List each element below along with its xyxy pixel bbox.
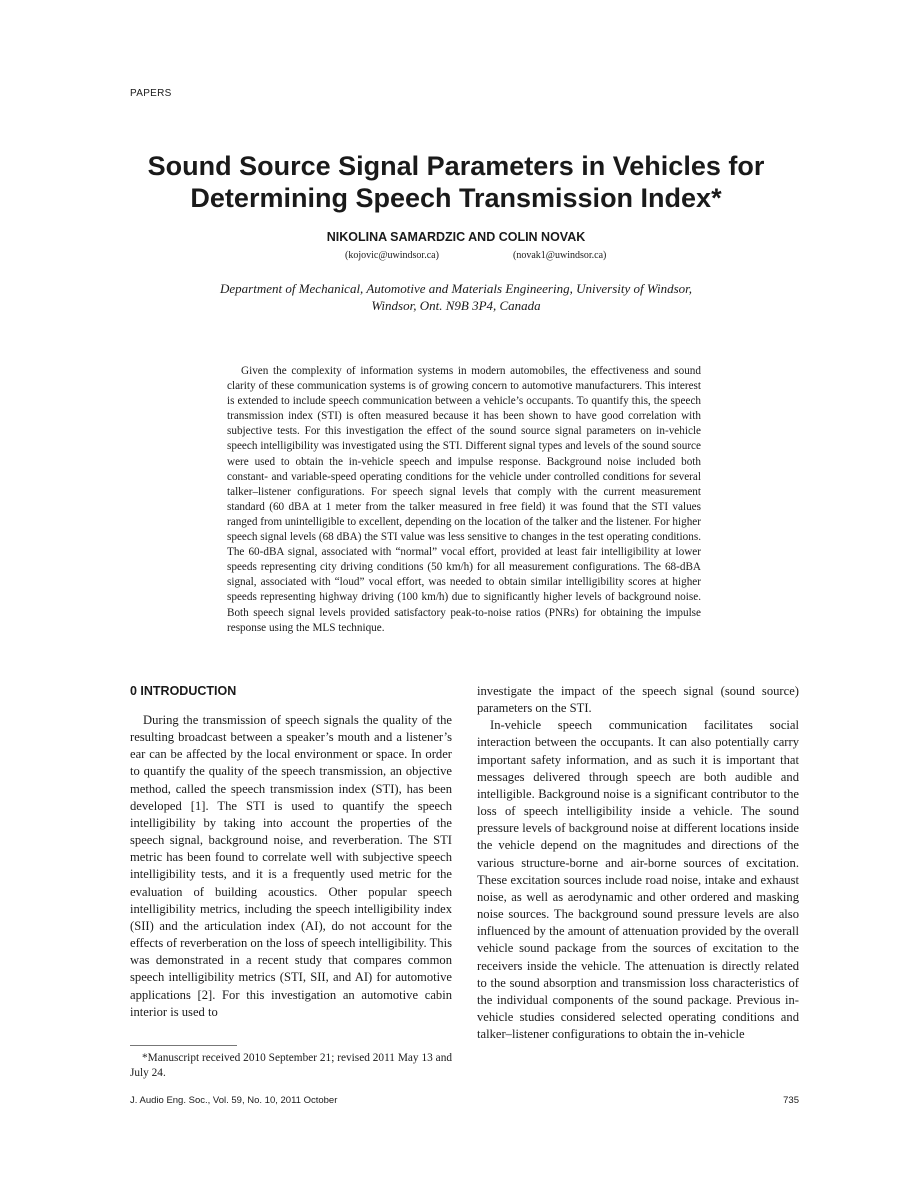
journal-citation: J. Audio Eng. Soc., Vol. 59, No. 10, 2011 October — [130, 1095, 338, 1106]
title-line: Sound Source Signal Parameters in Vehicles for — [147, 151, 765, 181]
abstract: Given the complexity of information systems in modern automobiles, the effectiveness and sound clarity of these communication systems is of growing concern to automotive manufacturers. This interest is extended to include speech communication between a vehicle’s occupants. To quantify this, the speech transmission index (STI) is often measured because it has been shown to have good correlation with subjective tests. For this investigation the effect of the sound source signal parameters on in-vehicle speech intelligibility was investigated using the STI. Different signal types and levels of the sound source were used to obtain the in-vehicle speech and impulse response. Background noise included both constant- and variable-speed operating conditions for the vehicle under controlled conditions for several talker–listener configurations. For speech signal levels that comply with the current measurement standard (60 dBA at 1 meter from the talker measured in free field) it was found that the STI values ranged from unintelligible to excellent, depending on the location of the talker and the listener. For higher speech signal levels (68 dBA) the STI value was less sensitive to changes in the test operating conditions. The 60-dBA signal, associated with “normal” vocal effort, provided at least fair intelligibility at lower speeds representing city driving conditions (50 km/h) for all measurement configurations. The 68-dBA signal, associated with “loud” vocal effort, was needed to obtain similar intelligibility scores at higher speeds representing highway driving (100 km/h) due to significantly higher levels of background noise. Both speech signal levels provided satisfactory peak-to-noise ratios (PNRs) for obtaining the impulse response using the MLS technique. — [227, 365, 701, 634]
affiliation-line: Windsor, Ont. N9B 3P4, Canada — [371, 298, 541, 313]
body-paragraph: During the transmission of speech signals the quality of the resulting broadcast between a speaker’s mouth and a listener’s ear can be affected by the local environment or space. In order to quantify the quality of the speech transmission, an objective method, called the speech transmission index (STI), has been developed [1]. The STI is used to quantify the speech intelligibility by taking into account the properties of the speech signal, background noise, and reverberation. The STI metric has been found to correlate well with subjective speech intelligibility tests, and it is a frequently used metric for the evaluation of building acoustics. Other popular speech intelligibility metrics, including the speech intelligibility index (SII) and the articulation index (AI), do not account for the effects of reverberation on the loss of speech intelligibility. This was demonstrated in a recent study that compares common speech intelligibility metrics (STI, SII, and AI) for automotive applications [2]. For this investigation an automotive cabin interior is used to — [130, 713, 452, 1019]
affiliation-line: Department of Mechanical, Automotive and Materials Engineering, University of Windsor, — [219, 281, 693, 296]
author-email: (kojovic@uwindsor.ca) — [345, 250, 439, 261]
title-line: Determining Speech Transmission Index* — [190, 183, 722, 213]
page-number: 735 — [783, 1095, 799, 1106]
affiliation — [150, 280, 762, 314]
left-column — [130, 683, 452, 1021]
authors: NIKOLINA SAMARDZIC AND COLIN NOVAK — [326, 230, 586, 244]
author-email: (novak1@uwindsor.ca) — [513, 250, 607, 261]
body-paragraph: In-vehicle speech communication facilitates social interaction between the occupants. It can also potentially carry important safety information, and as such it is important that messages delivered through speech are both audible and intelligible. Background noise is a significant contributor to the loss of speech intelligibility inside a vehicle. The sound pressure levels of background noise at different locations inside the vehicle depend on the magnitudes and directions of the various structure-borne and air-borne sources of excitation. These excitation sources include road noise, intake and exhaust noise, as well as aerodynamic and other ordered and masking noise sources. The background sound pressure levels are also influenced by the amount of attenuation provided by the overall vehicle sound package from the sources of excitation to the receivers inside the vehicle. The attenuation is directly related to the sound absorption and transmission loss characteristics of the individual components of the sound package. Previous in-vehicle studies considered selected operating conditions and talker–listener configurations to obtain the in-vehicle — [477, 718, 799, 1042]
paper-title — [60, 150, 852, 214]
section-tag: PAPERS — [130, 88, 172, 99]
footnote-rule — [130, 1045, 237, 1046]
footnote: *Manuscript received 2010 September 21; revised 2011 May 13 and July 24. — [130, 1052, 452, 1079]
right-column — [477, 683, 799, 1043]
section-heading: 0 INTRODUCTION — [130, 684, 237, 698]
body-paragraph-continued: investigate the impact of the speech signal (sound source) parameters on the STI. — [477, 684, 799, 716]
